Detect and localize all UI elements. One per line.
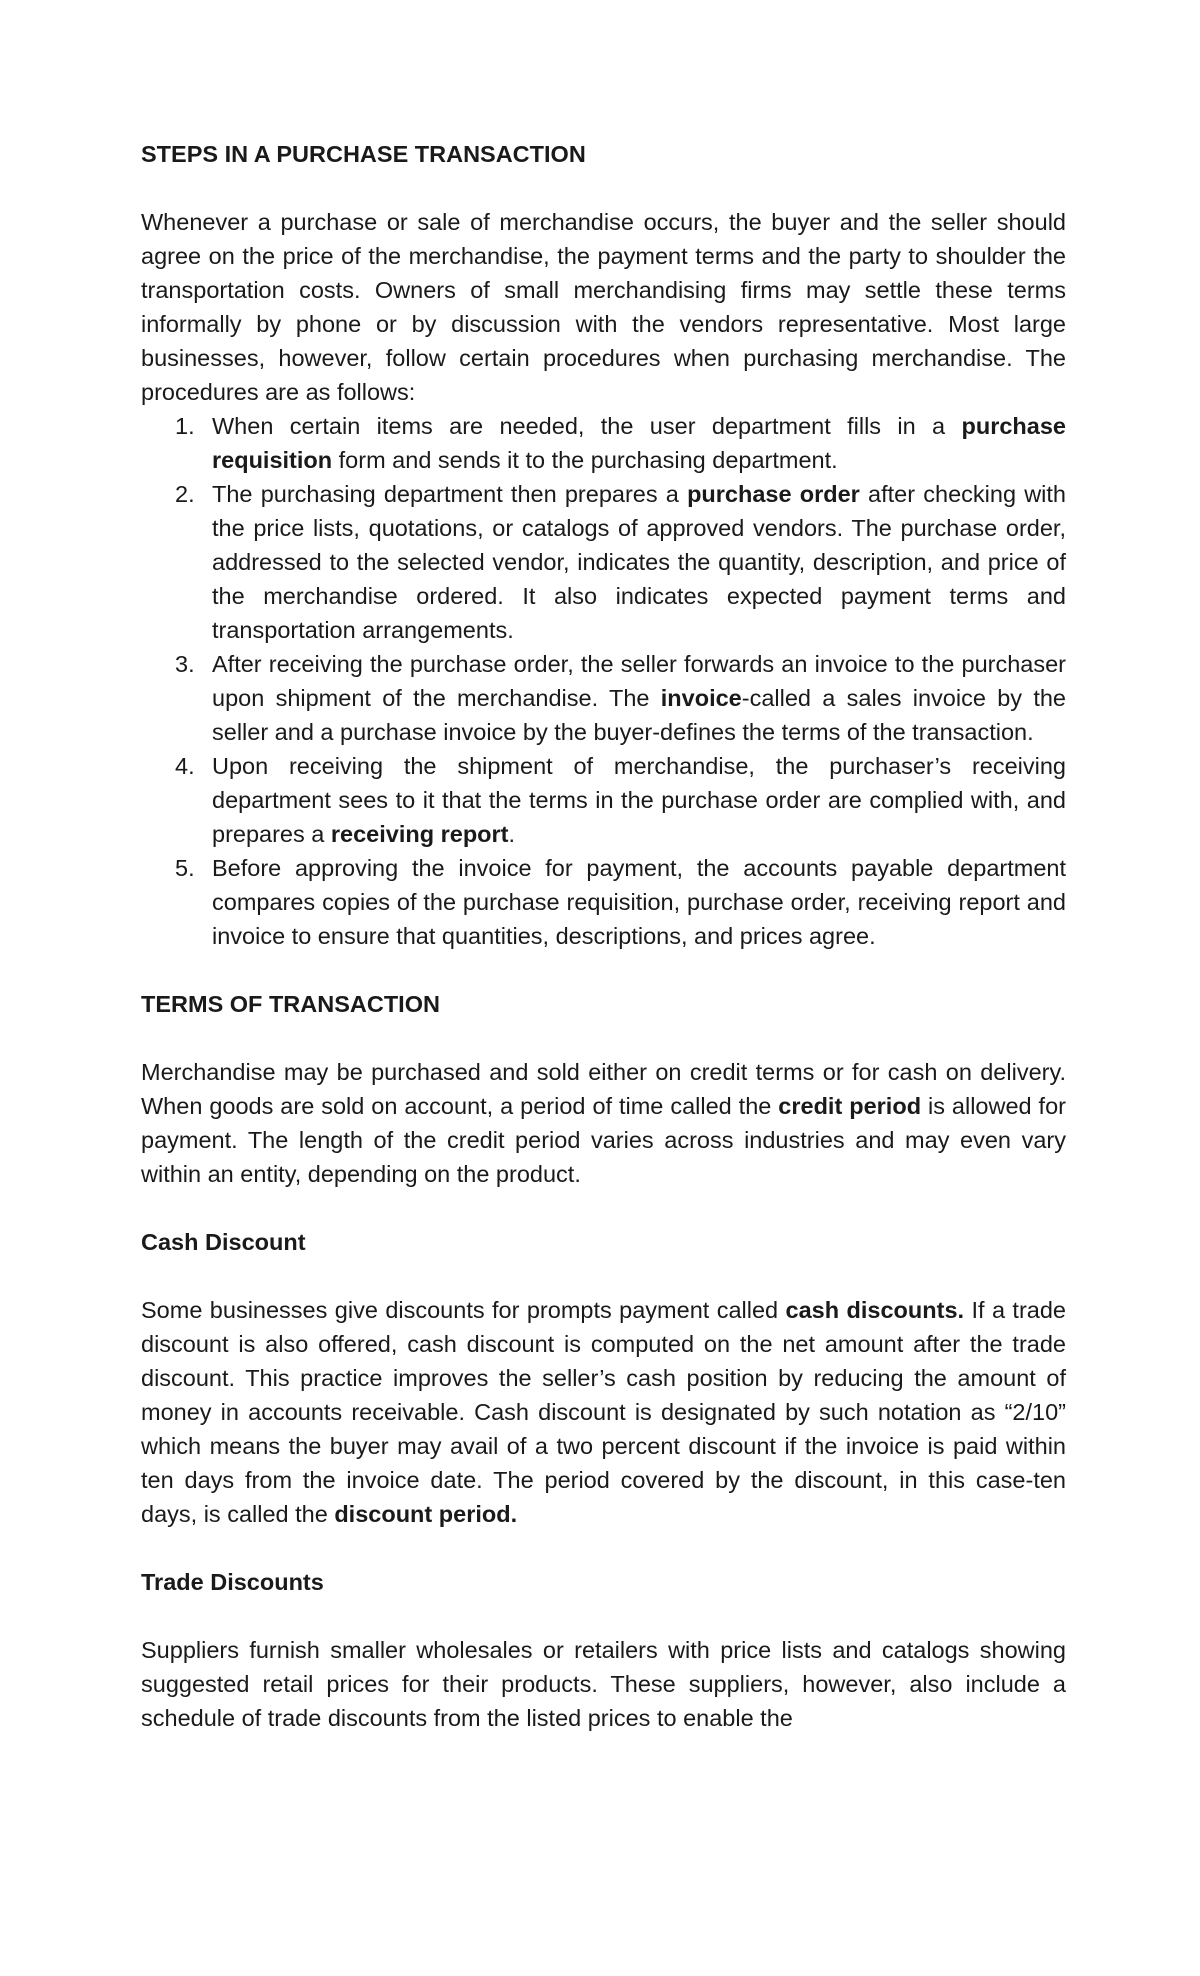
list-item-text: After receiving the purchase order, the seller forwards an invoice to the purchaser upon shipment of the merchandise. The [212,651,1066,711]
key-term: purchase order [687,481,860,507]
key-term: purchase requisition [212,413,1066,473]
list-item-number: 4. [175,753,195,779]
list-item-number: 1. [175,413,195,439]
steps-intro-paragraph: Whenever a purchase or sale of merchandise occurs, the buyer and the seller should agree on the price of the merchandise, the payment terms and the party to shoulder the transportation costs. Owners of small merchandising firms may settle these terms informally by phone or by discussion with the vendors representative. Most large businesses, however, follow certain procedures when purchasing merchandise. The procedures are as follows: [141,209,1066,405]
list-item-text: form and sends it to the purchasing department. [332,447,838,473]
section-heading-trade-discounts: Trade Discounts [141,1569,324,1595]
terms-paragraph [141,1055,1066,1191]
key-term: receiving report [330,821,509,847]
list-item-number: 2. [175,481,195,507]
key-term: invoice [660,685,742,711]
key-term: cash discounts. [785,1297,965,1323]
list-item-text: When certain items are needed, the user department fills in a [212,413,962,439]
trade-discounts-paragraph: Suppliers furnish smaller wholesales or retailers with price lists and catalogs showing suggested retail prices for their products. These suppliers, however, also include a schedule of trade discounts from the listed prices to enable the [141,1637,1066,1731]
list-item-text: after checking with the price lists, quotations, or catalogs of approved vendors. The purchase order, addressed to the selected vendor, indicates the quantity, description, and price of the merchandise ordered. It also indicates expected payment terms and transportation arrangements. [212,481,1066,643]
paragraph-text: If a trade discount is also offered, cash discount is computed on the net amount after the trade discount. This practice improves the seller’s cash position by reducing the amount of money in accounts receivable. Cash discount is designated by such notation as “2/10” which means the buyer may avail of a two percent discount if the invoice is paid within ten days from the invoice date. The period covered by the discount, in this case-ten days, is called the [141,1297,1066,1527]
list-item [141,409,1066,477]
key-term: discount period. [334,1501,518,1527]
paragraph-text: Merchandise may be purchased and sold either on credit terms or for cash on delivery. When goods are sold on account, a period of time called the [141,1059,1066,1119]
list-item-number: 3. [175,651,195,677]
list-item [141,477,1066,647]
section-heading-terms: TERMS OF TRANSACTION [141,991,440,1017]
list-item-text: Upon receiving the shipment of merchandise, the purchaser’s receiving department sees to it that the terms in the purchase order are complied with, and prepares a [212,753,1066,847]
list-item-text: -called a sales invoice by the seller and a purchase invoice by the buyer-defines the terms of the transaction. [212,685,1066,745]
steps-list [141,409,1066,953]
paragraph-text: is allowed for payment. The length of the credit period varies across industries and may even vary within an entity, depending on the product. [141,1093,1066,1187]
list-item-text: . [508,821,516,847]
cash-discount-paragraph [141,1293,1066,1531]
key-term: credit period [778,1093,922,1119]
section-spacer [141,1531,1066,1565]
list-item [141,647,1066,749]
document-body [141,137,1066,1735]
list-item [141,749,1066,851]
section-heading-steps: STEPS IN A PURCHASE TRANSACTION [141,141,586,167]
section-spacer [141,1191,1066,1225]
paragraph-text: Some businesses give discounts for prompts payment called [141,1297,786,1323]
list-item-text: Before approving the invoice for payment, the accounts payable department compares copies of the purchase requisition, purchase order, receiving report and invoice to ensure that quantities, descriptions, and prices agree. [212,855,1066,949]
list-item-number: 5. [175,855,195,881]
section-heading-cash-discount: Cash Discount [141,1229,306,1255]
section-spacer [141,953,1066,987]
list-item-text: The purchasing department then prepares a [212,481,688,507]
list-item [141,851,1066,953]
